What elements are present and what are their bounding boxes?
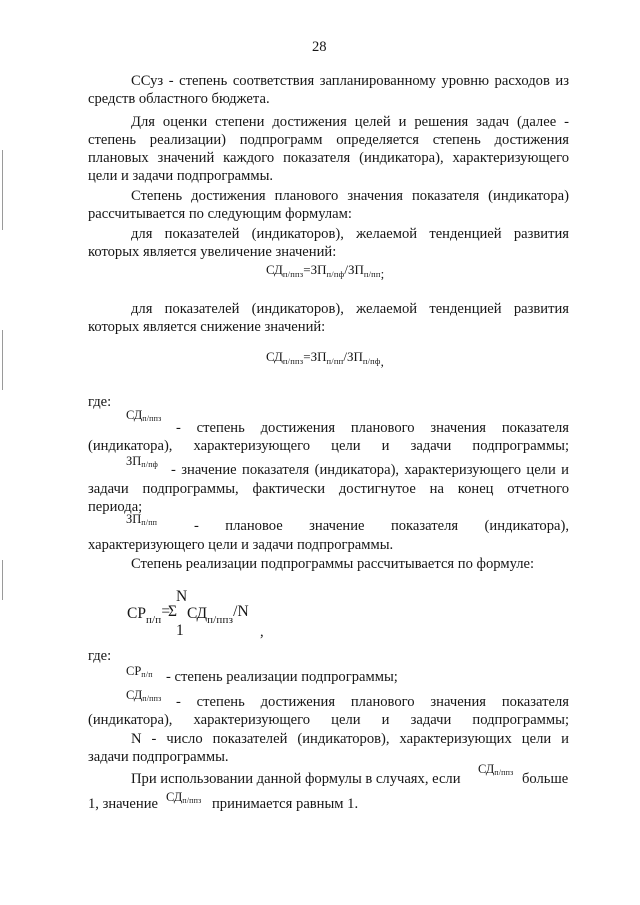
where-label: где: [88, 394, 112, 410]
term-subscript: п/ппз [142, 694, 162, 703]
definition-line: - степень достижения планового значения показателя [176, 420, 569, 436]
paragraph-line: 1, значение [88, 796, 158, 812]
scan-margin-line [2, 560, 3, 600]
formula-symbol: ЗП [310, 262, 327, 277]
formula-symbol: / [343, 349, 347, 364]
term-sd [126, 688, 161, 703]
scan-margin-line [2, 150, 3, 230]
paragraph-line: средств областного бюджета. [88, 91, 270, 107]
term-symbol: СД [478, 762, 495, 776]
sigma-symbol: Σ [168, 603, 178, 620]
term-sd-inline [166, 790, 201, 805]
formula-symbol: СР [127, 605, 146, 622]
paragraph-line: больше [522, 771, 569, 787]
term-sd [126, 408, 161, 423]
page-number: 28 [312, 39, 327, 55]
paragraph-line: рассчитывается по следующим формулам: [88, 206, 352, 222]
paragraph-line: При использовании данной формулы в случаях, если [131, 771, 461, 787]
formula-symbol: ЗП [346, 349, 363, 364]
definition-line: - степень достижения планового значения показателя [176, 694, 569, 710]
formula-subscript: п/пп [326, 356, 344, 366]
term-symbol: ЗП [126, 454, 142, 468]
paragraph-line: цели и задачи подпрограммы. [88, 168, 274, 184]
definition-line: - плановое значение показателя (индикатора), [194, 518, 569, 534]
formula-subscript: п/ппз [282, 356, 304, 366]
where-label: где: [88, 648, 112, 664]
term-subscript: п/ппз [142, 414, 162, 423]
formula-symbol: ; [380, 266, 385, 281]
formula-symbol: ЗП [310, 349, 327, 364]
formula-symbol: СД [266, 349, 283, 364]
formula-increase [266, 262, 385, 281]
formula-symbol: , [380, 354, 384, 369]
term-symbol: ЗП [126, 512, 142, 526]
formula-sum [127, 603, 249, 626]
paragraph-line: принимается равным 1. [212, 796, 359, 812]
formula-subscript: п/пф [362, 356, 381, 366]
formula-symbol: СД [186, 605, 208, 622]
definition-line: задачи подпрограммы, фактически достигнутое на конец отчетного [88, 481, 569, 497]
term-symbol: СД [126, 688, 143, 702]
definition-line: - степень реализации подпрограммы; [166, 669, 398, 685]
term-symbol: СД [166, 790, 183, 804]
scan-margin-line [2, 330, 3, 390]
formula-subscript: п/ппз [282, 269, 304, 279]
formula-subscript: п/ппз [207, 614, 234, 626]
formula-symbol: = [303, 262, 311, 277]
formula-subscript: п/п [145, 614, 162, 626]
formula-symbol: /N [233, 603, 249, 620]
formula-symbol: = [303, 349, 311, 364]
term-subscript: п/пф [141, 460, 159, 469]
formula-subscript: п/пп [363, 269, 381, 279]
paragraph-line: которых является снижение значений: [88, 319, 326, 335]
term-subscript: п/п [141, 670, 153, 679]
formula-decrease [266, 349, 384, 369]
term-sr [126, 664, 153, 679]
paragraph-line: Степень достижения планового значения показателя (индикатора) [131, 188, 569, 204]
definition-line: (индикатора), характеризующего цели и задачи подпрограммы; [88, 712, 569, 728]
formula-sum-end: , [260, 624, 264, 640]
formula-symbol: / [344, 262, 348, 277]
paragraph-line: для показателей (индикаторов), желаемой тенденцией развития [131, 301, 569, 317]
term-subscript: п/ппз [494, 768, 514, 777]
definition-line: периода; [88, 499, 143, 515]
term-subscript: п/ппз [182, 796, 202, 805]
paragraph-line: степень реализации) подпрограмм определяется степень достижения [88, 132, 569, 148]
definition-line: N - число показателей (индикаторов), характеризующих цели и [131, 731, 569, 747]
definition-line: задачи подпрограммы. [88, 749, 229, 765]
term-subscript: п/пп [141, 518, 158, 527]
definition-line: - значение показателя (индикатора), характеризующего цели и [171, 462, 569, 478]
formula-sum-upper-limit: N [176, 588, 188, 605]
formula-sum-lower-limit: 1 [176, 622, 184, 639]
paragraph-line: плановых значений каждого показателя (индикатора), характеризующего [88, 150, 569, 166]
formula-symbol: ЗП [347, 262, 364, 277]
formula-subscript: п/пф [326, 269, 345, 279]
definition-line: характеризующего цели и задачи подпрограммы. [88, 537, 394, 553]
paragraph-line: Степень реализации подпрограммы рассчитывается по формуле: [131, 556, 535, 572]
paragraph-line: Для оценки степени достижения целей и решения задач (далее - [131, 114, 569, 130]
definition-line: (индикатора), характеризующего цели и задачи подпрограммы; [88, 438, 569, 454]
term-symbol: СД [126, 408, 143, 422]
term-symbol: СР [126, 664, 142, 678]
paragraph-line: для показателей (индикаторов), желаемой тенденцией развития [131, 226, 569, 242]
paragraph-line: ССуз - степень соответствия запланированному уровню расходов из [131, 73, 569, 89]
term-zp-actual [126, 454, 158, 469]
formula-symbol: = [161, 603, 171, 620]
term-zp-plan [126, 512, 157, 527]
paragraph-line: которых является увеличение значений: [88, 244, 337, 260]
formula-symbol: СД [266, 262, 283, 277]
term-sd-inline [478, 762, 513, 777]
